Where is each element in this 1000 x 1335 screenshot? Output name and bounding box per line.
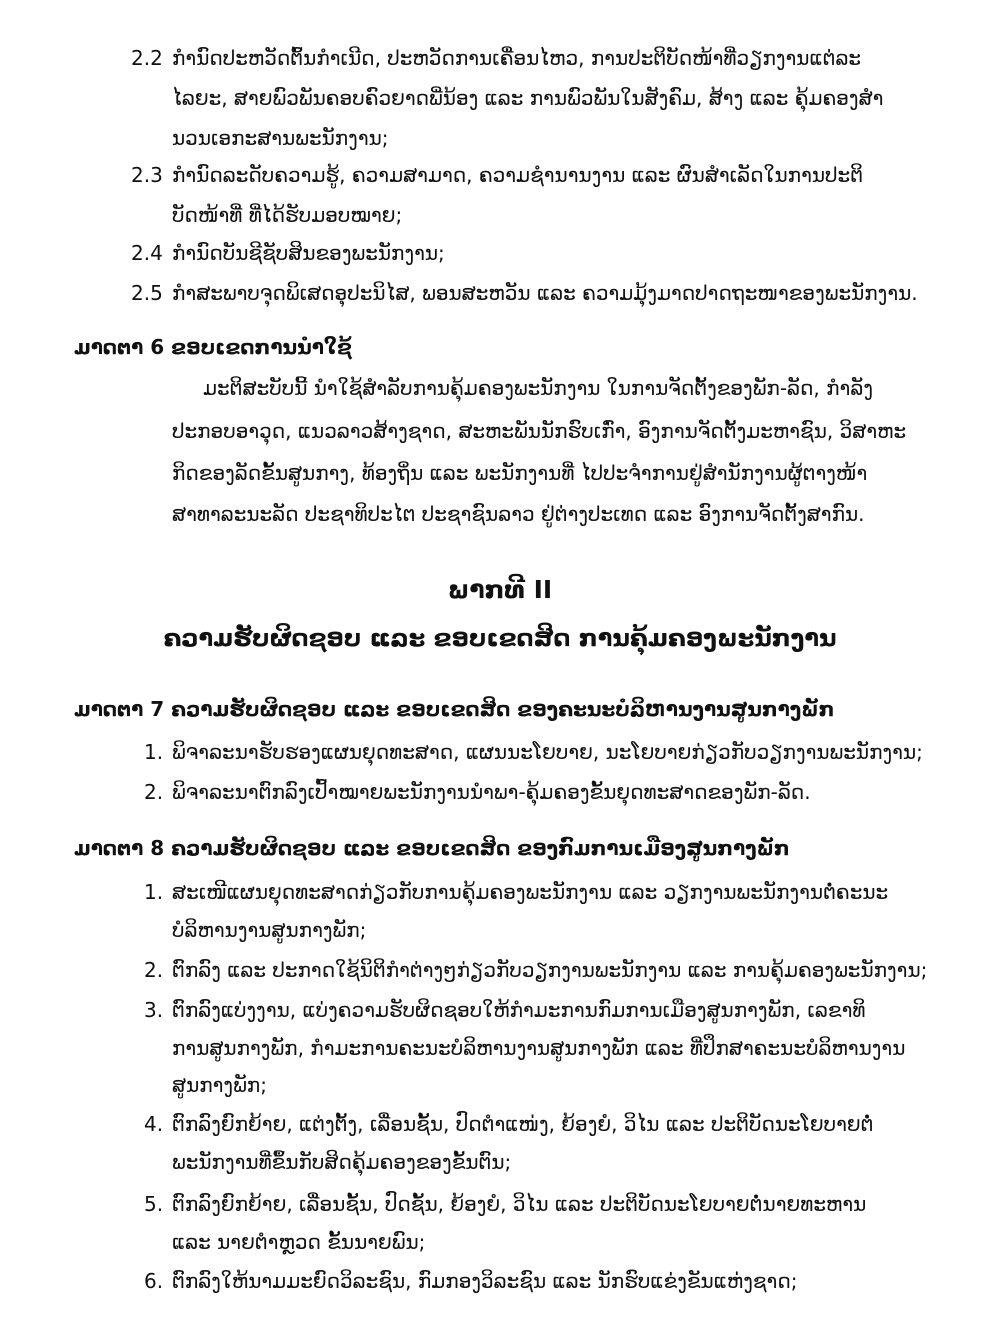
text-line: ປະກອບອາວຸດ, ແນວລາວສ້າງຊາດ, ສະຫະພັນນັກຮົບເກົ່າ, ອົງການຈັດຕັ້ງມະຫາຊົນ, ວິສາຫະ: [172, 419, 907, 443]
text-line: ຕົກລົງຍົກຍ້າຍ, ແຕ່ງຕັ້ງ, ເລື່ອນຊັ້ນ, ປົດຕໍາແໜ່ງ, ຍ້ອງຍໍ, ວິໄນ ແລະ ປະຕິບັດນະໂຍບາຍຕໍ່: [172, 1112, 874, 1136]
article-heading: ມາດຕາ 7 ຄວາມຮັບຜິດຊອບ ແລະ ຂອບເຂດສິດ ຂອງຄະນະບໍລິຫານງານສູນກາງພັກ: [74, 697, 835, 721]
item-number: 2.5: [131, 281, 163, 305]
item-number: 1.: [144, 740, 164, 764]
item-number: 2.2: [131, 46, 163, 70]
text-line: ຕົກລົງຍົກຍ້າຍ, ເລື່ອນຊັ້ນ, ປົດຊັ້ນ, ຍ້ອງຍໍ, ວິໄນ ແລະ ປະຕິບັດນະໂຍບາຍຕໍ່ນາຍທະຫານ: [172, 1192, 867, 1216]
part-label: ພາກທີ II: [447, 575, 553, 604]
text-line: ບັດໜ້າທີ່ ທີ່ໄດ້ຮັບມອບໝາຍ;: [172, 203, 403, 227]
item-number: 3.: [144, 998, 164, 1022]
text-line: ໄລຍະ, ສາຍພົວພັນຄອບຄົວຍາດພີ່ນ້ອງ ແລະ ການພົວພັນໃນສັງຄົມ, ສ້າງ ແລະ ຄຸ້ມຄອງສໍາ: [172, 86, 884, 110]
article-heading: ມາດຕາ 8 ຄວາມຮັບຜິດຊອບ ແລະ ຂອບເຂດສິດ ຂອງກົມການເມືອງສູນກາງພັກ: [74, 836, 790, 860]
text-line: ກຳນົດລະດັບຄວາມຮູ້, ຄວາມສາມາດ, ຄວາມຊໍານານງານ ແລະ ຜົນສໍາເລັດໃນການປະຕິ: [172, 163, 864, 187]
text-line: ການສູນກາງພັກ, ກໍາມະການຄະນະບໍລິຫານງານສູນກາງພັກ ແລະ ທີ່ປຶກສາຄະນະບໍລິຫານງານ: [172, 1036, 906, 1060]
item-number: 2.: [144, 958, 164, 982]
text-line: ກິດຂອງລັດຂັ້ນສູນກາງ, ທ້ອງຖິ່ນ ແລະ ພະນັກງານທີ່ ໄປປະຈໍາການຢູ່ສໍານັກງານຜູ້ຕາງໜ້າ: [172, 461, 868, 485]
item-number: 2.4: [131, 241, 163, 265]
item-number: 5.: [144, 1192, 164, 1216]
text-line: ພະນັກງານທີ່ຂຶ້ນກັບສິດຄຸ້ມຄອງຂອງຂັ້ນຕົນ;: [172, 1150, 512, 1174]
part-title: ຄວາມຮັບຜິດຊອບ ແລະ ຂອບເຂດສິດ ການຄຸ້ມຄອງພະນັກງານ: [163, 624, 837, 652]
text-line: ພິຈາລະນາຮັບຮອງແຜນຍຸດທະສາດ, ແຜນນະໂຍບາຍ, ນະໂຍບາຍກ່ຽວກັບວຽກງານພະນັກງານ;: [172, 740, 923, 764]
text-line: ນວນເອກະສານພະນັກງານ;: [172, 126, 389, 150]
item-number: 4.: [144, 1112, 164, 1136]
text-line: ພິຈາລະນາຕົກລົງເປົ້າໝາຍພະນັກງານນໍາພາ-ຄຸ້ມຄອງຂັ້ນຍຸດທະສາດຂອງພັກ-ລັດ.: [172, 780, 811, 804]
text-line: ກຳນົດບັນຊີຊັບສິນຂອງພະນັກງານ;: [172, 241, 445, 265]
item-number: 2.3: [131, 163, 163, 187]
text-line: ຕົກລົງ ແລະ ປະກາດໃຊ້ນິຕິກໍາຕ່າງໆກ່ຽວກັບວຽກງານພະນັກງານ ແລະ ການຄຸ້ມຄອງພະນັກງານ;: [172, 958, 928, 982]
text-line: ສະເໜີແຜນຍຸດທະສາດກ່ຽວກັບການຄຸ້ມຄອງພະນັກງານ ແລະ ວຽກງານພະນັກງານຕໍ່ຄະນະ: [172, 880, 889, 904]
item-number: 2.: [144, 780, 164, 804]
text-line: ກຳສະພາບຈຸດພິເສດອຸປະນິໄສ, ພອນສະຫວັນ ແລະ ຄວາມມຸ້ງມາດປາດຖະໜາຂອງພະນັກງານ.: [172, 281, 918, 305]
text-line: ສາທາລະນະລັດ ປະຊາທິປະໄຕ ປະຊາຊົນລາວ ຢູ່ຕ່າງປະເທດ ແລະ ອົງການຈັດຕັ້ງສາກົນ.: [172, 502, 865, 526]
text-line: ກຳນົດປະຫວັດຕົ້ນກຳເນີດ, ປະຫວັດການເຄື່ອນໄຫວ, ການປະຕິບັດໜ້າທີ່ວຽກງານແຕ່ລະ: [172, 46, 862, 70]
text-line: ຕົກລົງໃຫ້ນາມມະຍົດວິລະຊົນ, ກົມກອງວິລະຊົນ ແລະ ນັກຮົບແຂ່ງຂັນແຫ່ງຊາດ;: [172, 1269, 798, 1293]
text-line: ບໍລິຫານງານສູນກາງພັກ;: [172, 918, 367, 942]
text-line: ຕົກລົງແບ່ງງານ, ແບ່ງຄວາມຮັບຜິດຊອບໃຫ້ກໍາມະການກົມການເມືອງສູນກາງພັກ, ເລຂາທິ: [172, 998, 866, 1022]
item-number: 6.: [144, 1269, 164, 1293]
article-heading: ມາດຕາ 6 ຂອບເຂດການນໍາໃຊ້: [74, 335, 352, 359]
text-line: ແລະ ນາຍຕໍາຫຼວດ ຂັ້ນນາຍພົນ;: [172, 1230, 426, 1254]
item-number: 1.: [144, 880, 164, 904]
text-line: ສູນກາງພັກ;: [172, 1073, 267, 1097]
text-line: ມະຕິສະບັບນີ້ ນໍາໃຊ້ສໍາລັບການຄຸ້ມຄອງພະນັກງານ ໃນການຈັດຕັ້ງຂອງພັກ-ລັດ, ກໍາລັງ: [203, 376, 873, 400]
